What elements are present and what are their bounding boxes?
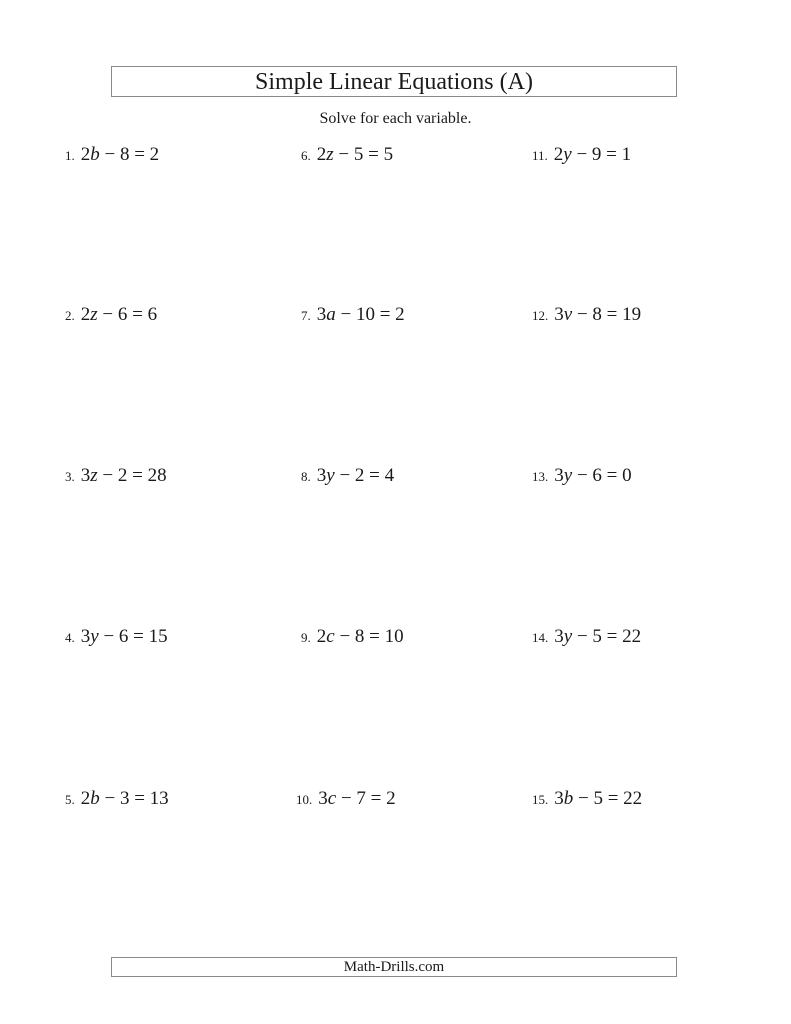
problem-7: 7. 3a − 10 = 2: [301, 304, 405, 325]
footer-box: [111, 957, 677, 977]
problem-10: 10. 3c − 7 = 2: [296, 788, 396, 809]
problem-5: 5. 2b − 3 = 13: [65, 788, 169, 809]
problem-2: 2. 2z − 6 = 6: [65, 304, 158, 325]
problem-11: 11. 2y − 9 = 1: [532, 144, 632, 165]
problem-14: 14. 3y − 5 = 22: [532, 626, 642, 647]
footer-text: Math-Drills.com: [343, 958, 445, 975]
problem-9: 9. 2c − 8 = 10: [301, 626, 404, 647]
problem-12: 12. 3v − 8 = 19: [532, 304, 642, 325]
title-box: [111, 66, 677, 97]
problem-1: 1. 2b − 8 = 2: [65, 144, 160, 165]
worksheet-title: Simple Linear Equations (A): [255, 68, 533, 95]
problem-6: 6. 2z − 5 = 5: [301, 144, 394, 165]
problem-4: 4. 3y − 6 = 15: [65, 626, 168, 647]
instructions: Solve for each variable.: [319, 110, 472, 127]
problem-15: 15. 3b − 5 = 22: [532, 788, 643, 809]
problem-13: 13. 3y − 6 = 0: [532, 465, 632, 486]
problem-8: 8. 3y − 2 = 4: [301, 465, 395, 486]
problem-3: 3. 3z − 2 = 28: [65, 465, 167, 486]
